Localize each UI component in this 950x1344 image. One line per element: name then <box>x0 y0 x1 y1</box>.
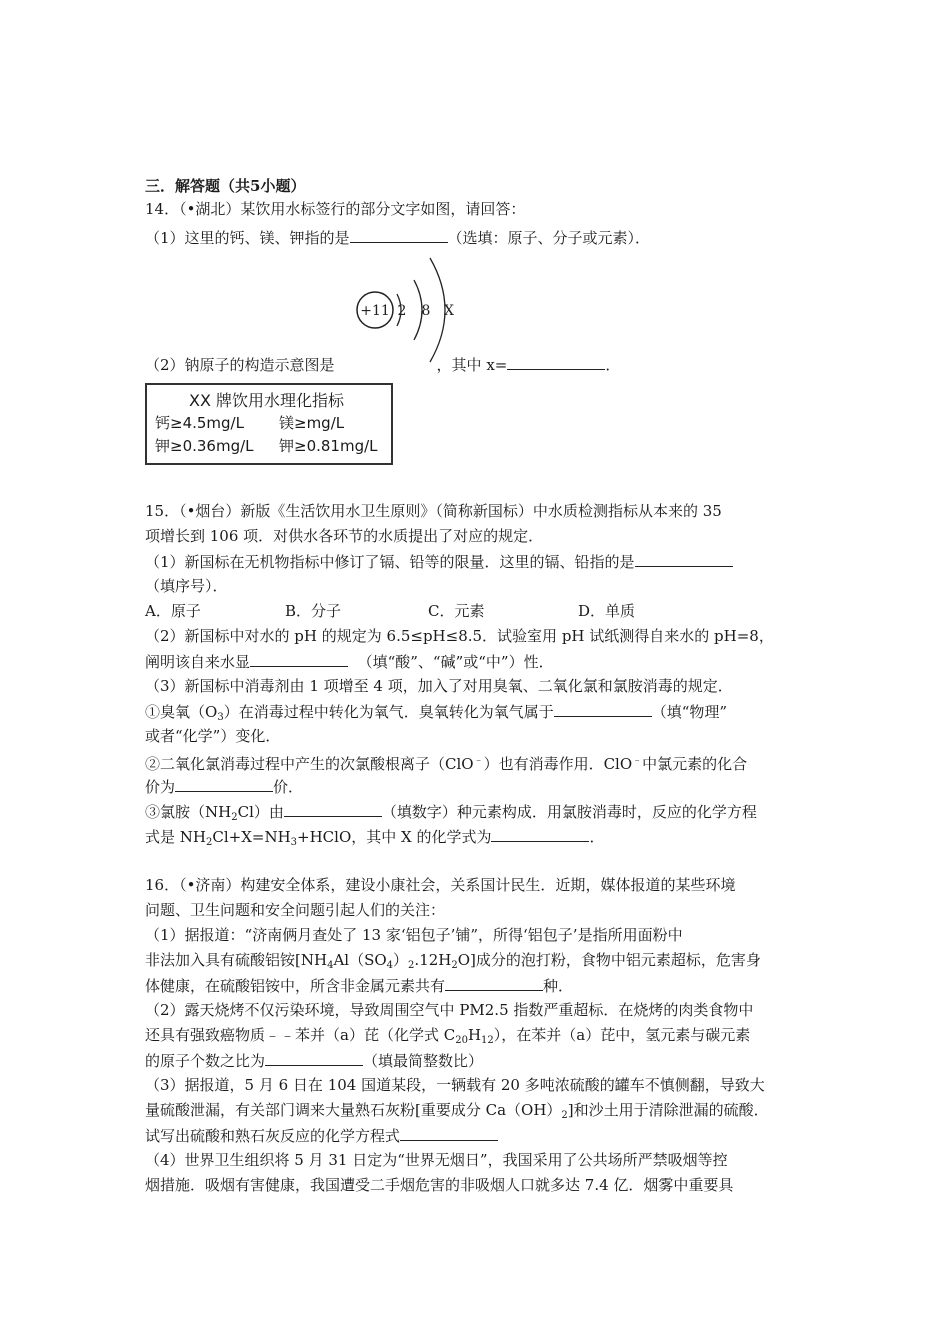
q15-line-14-end: ． <box>589 828 605 846</box>
q16-line-1: 16．（•济南）构建安全体系，建设小康社会，关系国计民生．近期，媒体报道的某些环境 <box>145 876 736 894</box>
q15-line-11 <box>145 751 747 774</box>
q15-line-13-text-b: Cl）由 <box>237 803 284 821</box>
q15-answer-blank-1[interactable] <box>635 551 733 567</box>
q16-line-3: （1）据报道：“济南俩月查处了 13 家‘铝包子’铺”，所得‘铝包子’是指所用面粉中 <box>145 926 683 944</box>
q15-option-a[interactable]: A．原子 <box>145 602 201 620</box>
q16-line-4-sub-3: 2 <box>408 960 415 971</box>
q15-line-7 <box>145 651 554 672</box>
q16-line-11 <box>145 1125 498 1146</box>
q14-part2 <box>145 354 620 375</box>
q15-line-6: （2）新国标中对水的 pH 的规定为 6.5≤pH≤8.5．试验室用 pH 试纸测得自来水的 pH=8， <box>145 627 774 645</box>
section-title: 三．解答题（共5小题） <box>145 177 306 195</box>
q14-part1-text-end: （选填：原子、分子或元素）． <box>447 229 651 247</box>
q16-line-5-text: 体健康，在硫酸铝铵中，所含非金属元素共有 <box>145 977 446 995</box>
q15-line-13 <box>145 801 757 828</box>
q15-answer-blank-5[interactable] <box>284 801 382 817</box>
electron-shell-3 <box>430 258 445 362</box>
q14-answer-blank-2[interactable] <box>507 354 605 370</box>
q15-line-2: 项增长到 106 项．对供水各环节的水质提出了对应的规定． <box>145 527 544 545</box>
q14-part2-text-mid: ，其中 x= <box>436 356 508 374</box>
q14-answer-blank-1[interactable] <box>350 227 448 243</box>
water-label-box <box>145 383 393 465</box>
q15-line-13-subscript: 2 <box>231 812 238 823</box>
q16-line-6: （2）露天烧烤不仅污染环境，导致周围空气中 PM2.5 指数严重超标．在烧烤的肉类食物中 <box>145 1001 754 1019</box>
q16-line-7 <box>145 1025 750 1051</box>
q16-answer-blank-3[interactable] <box>400 1125 498 1141</box>
q15-line-11-text-b: ）也有消毒作用．ClO <box>483 755 633 773</box>
q16-line-5-text-end: 种． <box>543 977 574 995</box>
q16-line-10-text-a: 量硫酸泄漏，有关部门调来大量熟石灰粉[重要成分 Ca（OH） <box>145 1101 562 1119</box>
q16-line-4-text-a: 非法加入具有硫酸铝铵[NH <box>145 951 328 969</box>
q14-part2-text: （2）钠原子的构造示意图是 <box>145 356 335 374</box>
q16-line-13: 烟措施．吸烟有害健康，我国遭受二手烟危害的非吸烟人口就多达 7.4 亿．烟雾中重要具 <box>145 1176 734 1194</box>
q15-line-12-text: 价为 <box>145 778 176 796</box>
q16-line-4-text-e: O]成分的泡打粉，食物中铝元素超标，危害身 <box>457 951 761 969</box>
q16-line-8 <box>145 1050 483 1071</box>
q16-line-7-sub-1: 20 <box>455 1035 468 1046</box>
water-label-title: XX 牌饮用水理化指标 <box>189 391 345 410</box>
q15-line-9-text-b: ）在消毒过程中转化为氧气．臭氧转化为氧气属于 <box>223 703 554 721</box>
q15-line-7-text: 阐明该自来水显 <box>145 653 251 671</box>
q16-line-9: （3）据报道，5 月 6 日在 104 国道某段，一辆载有 20 多吨浓硫酸的罐车不慎侧翻，导致大 <box>145 1076 765 1094</box>
shell-1-electrons: 2 <box>397 303 407 319</box>
q15-answer-blank-2[interactable] <box>250 651 348 667</box>
q15-line-13-text-c: （填数字）种元素构成．用氯胺消毒时，反应的化学方程 <box>381 803 757 821</box>
q15-line-14-text-a: 式是 NH <box>145 828 206 846</box>
q15-line-9-text-c: （填“物理” <box>651 703 728 721</box>
q16-line-4-text-c: ） <box>393 951 409 969</box>
q15-answer-blank-3[interactable] <box>554 701 652 717</box>
q15-line-11-sup-2: ﹣ <box>632 755 643 766</box>
q16-line-7-sub-2: 12 <box>481 1035 494 1046</box>
q16-line-4-sub-2: 4 <box>386 960 394 971</box>
shell-3-electrons: X <box>444 303 454 319</box>
q16-line-5 <box>145 975 573 996</box>
q15-line-13-text-a: ③氯胺（NH <box>145 803 232 821</box>
q16-line-4-sub-4: 2 <box>451 960 458 971</box>
q16-answer-blank-2[interactable] <box>265 1050 363 1066</box>
q15-line-14 <box>145 826 604 853</box>
q16-line-10-text-b: ]和沙土用于清除泄漏的硫酸． <box>567 1101 769 1119</box>
shell-2-electrons: 8 <box>421 303 431 319</box>
q14-stem: 14．（•湖北）某饮用水标签行的部分文字如图，请回答： <box>145 200 526 218</box>
q15-line-9-text-a: ①臭氧（O <box>145 703 218 721</box>
q15-line-7-text-end: （填“酸”、“碱”或“中”）性． <box>357 653 554 671</box>
q16-line-4 <box>145 950 761 976</box>
q16-line-10 <box>145 1100 769 1126</box>
water-label-potassium: 钾≥0.36mg/L <box>155 437 254 455</box>
q16-line-7-text-c: ），在苯并（a）芘中，氢元素与碳元素 <box>493 1026 751 1044</box>
q15-line-1: 15．（•烟台）新版《生活饮用水卫生原则》（简称新国标）中水质检测指标从本来的 35 <box>145 502 722 520</box>
q16-line-4-text-b: Al（SO <box>333 951 387 969</box>
water-label-potassium-2: 钾≥0.81mg/L <box>279 437 378 455</box>
q16-line-4-text-d: .12H <box>414 951 452 969</box>
q15-line-3 <box>145 551 733 572</box>
q16-line-10-sub: 2 <box>561 1110 568 1121</box>
q16-line-4-sub-1: 4 <box>327 960 334 971</box>
q15-line-12-text-end: 价． <box>273 778 304 796</box>
q15-option-d[interactable]: D．单质 <box>578 602 636 620</box>
q15-line-4: （填序号）． <box>145 577 228 595</box>
q15-line-9-subscript: 3 <box>217 712 224 723</box>
q16-line-8-text: 的原子个数之比为 <box>145 1052 266 1070</box>
q16-line-12: （4）世界卫生组织将 5 月 31 日定为“世界无烟日”，我国采用了公共场所严禁吸烟等控 <box>145 1151 728 1169</box>
q15-line-9 <box>145 701 727 728</box>
q14-part2-end: ． <box>605 356 621 374</box>
q16-line-8-text-end: （填最简整数比） <box>363 1052 484 1070</box>
q14-part1 <box>145 227 650 248</box>
q16-line-2: 问题、卫生问题和安全问题引起人们的关注： <box>145 901 446 919</box>
q16-line-7-text-b: H <box>467 1026 482 1044</box>
q15-line-3-text: （1）新国标在无机物指标中修订了镉、铅等的限量．这里的镉、铅指的是 <box>145 553 635 571</box>
water-label-magnesium: 镁≥mg/L <box>279 414 345 432</box>
q15-line-14-text-c: +HClO，其中 X 的化学式为 <box>297 828 492 846</box>
q15-answer-blank-4[interactable] <box>175 776 273 792</box>
q15-line-10: 或者“化学”）变化． <box>145 727 281 745</box>
q16-line-7-text-a: 还具有强致癌物质﹣﹣苯并（a）芘（化学式 C <box>145 1026 456 1044</box>
sodium-atom-diagram <box>350 250 470 365</box>
q16-line-11-text: 试写出硫酸和熟石灰反应的化学方程式 <box>145 1127 401 1145</box>
q15-line-14-subscript-2: 3 <box>290 837 298 848</box>
q16-answer-blank-1[interactable] <box>445 975 543 991</box>
q15-option-b[interactable]: B．分子 <box>285 602 342 620</box>
q15-line-14-text-b: Cl+X=NH <box>212 828 291 846</box>
water-label-calcium: 钙≥4.5mg/L <box>155 414 244 432</box>
q15-line-14-subscript: 2 <box>205 837 213 848</box>
q15-line-11-sup: ﹣ <box>473 755 484 766</box>
q15-option-c[interactable]: C．元素 <box>428 602 485 620</box>
q14-part1-text: （1）这里的钙、镁、钾指的是 <box>145 229 350 247</box>
nucleus-charge: +11 <box>360 303 390 319</box>
q15-line-11-text-a: ②二氧化氯消毒过程中产生的次氯酸根离子（ClO <box>145 755 474 773</box>
q15-answer-blank-6[interactable] <box>491 826 589 842</box>
q15-line-8: （3）新国标中消毒剂由 1 项增至 4 项，加入了对用臭氧、二氧化氯和氯胺消毒的规定． <box>145 677 733 695</box>
q15-line-11-text-c: 中氯元素的化合 <box>642 755 748 773</box>
q15-line-12 <box>145 776 303 797</box>
